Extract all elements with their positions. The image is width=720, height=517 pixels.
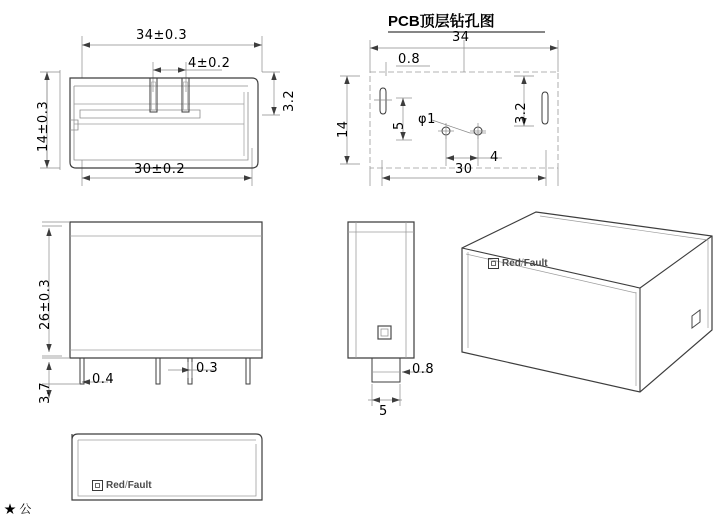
brand-square-icon bbox=[92, 480, 103, 491]
dim-top-edge-offset: 3.2 bbox=[282, 89, 297, 112]
dim-top-inner-width: 30±0.2 bbox=[134, 162, 186, 177]
pcb-drill-title: PCB顶层钻孔图 bbox=[388, 13, 495, 30]
dim-top-width: 34±0.3 bbox=[136, 28, 188, 43]
dim-pcb-hole-note: φ1 bbox=[418, 112, 436, 127]
dim-pcb-width: 34 bbox=[452, 30, 470, 45]
dim-pcb-pitch: 4 bbox=[490, 150, 499, 165]
dim-side-pin-offset: 5 bbox=[379, 404, 388, 419]
brand-square-icon bbox=[488, 258, 499, 269]
brand-text: Red/Fault bbox=[106, 480, 152, 491]
dim-pcb-row-offset: 5 bbox=[392, 121, 407, 130]
dim-front-pin-length: 3.7 bbox=[38, 381, 53, 404]
brand-logo-bottom bbox=[92, 480, 152, 491]
dim-pcb-inner-width: 30 bbox=[455, 162, 473, 177]
brand-logo-iso bbox=[488, 258, 548, 269]
dim-front-pin-thickness: 0.3 bbox=[196, 361, 219, 376]
dim-front-body-height: 26±0.3 bbox=[38, 278, 53, 330]
dim-top-pitch: 4±0.2 bbox=[188, 56, 231, 71]
dim-top-height: 14±0.3 bbox=[36, 100, 51, 152]
brand-text: Red/Fault bbox=[502, 258, 548, 269]
dim-front-pin-width: 0.4 bbox=[92, 372, 115, 387]
dim-pcb-height: 14 bbox=[336, 120, 351, 138]
dim-side-pin-thickness: 0.8 bbox=[412, 362, 435, 377]
dim-pcb-edge-offset: 3.2 bbox=[514, 101, 529, 124]
footer-fragment: ★ 公 bbox=[4, 502, 32, 516]
dim-pcb-hole-dia: 0.8 bbox=[398, 52, 421, 67]
